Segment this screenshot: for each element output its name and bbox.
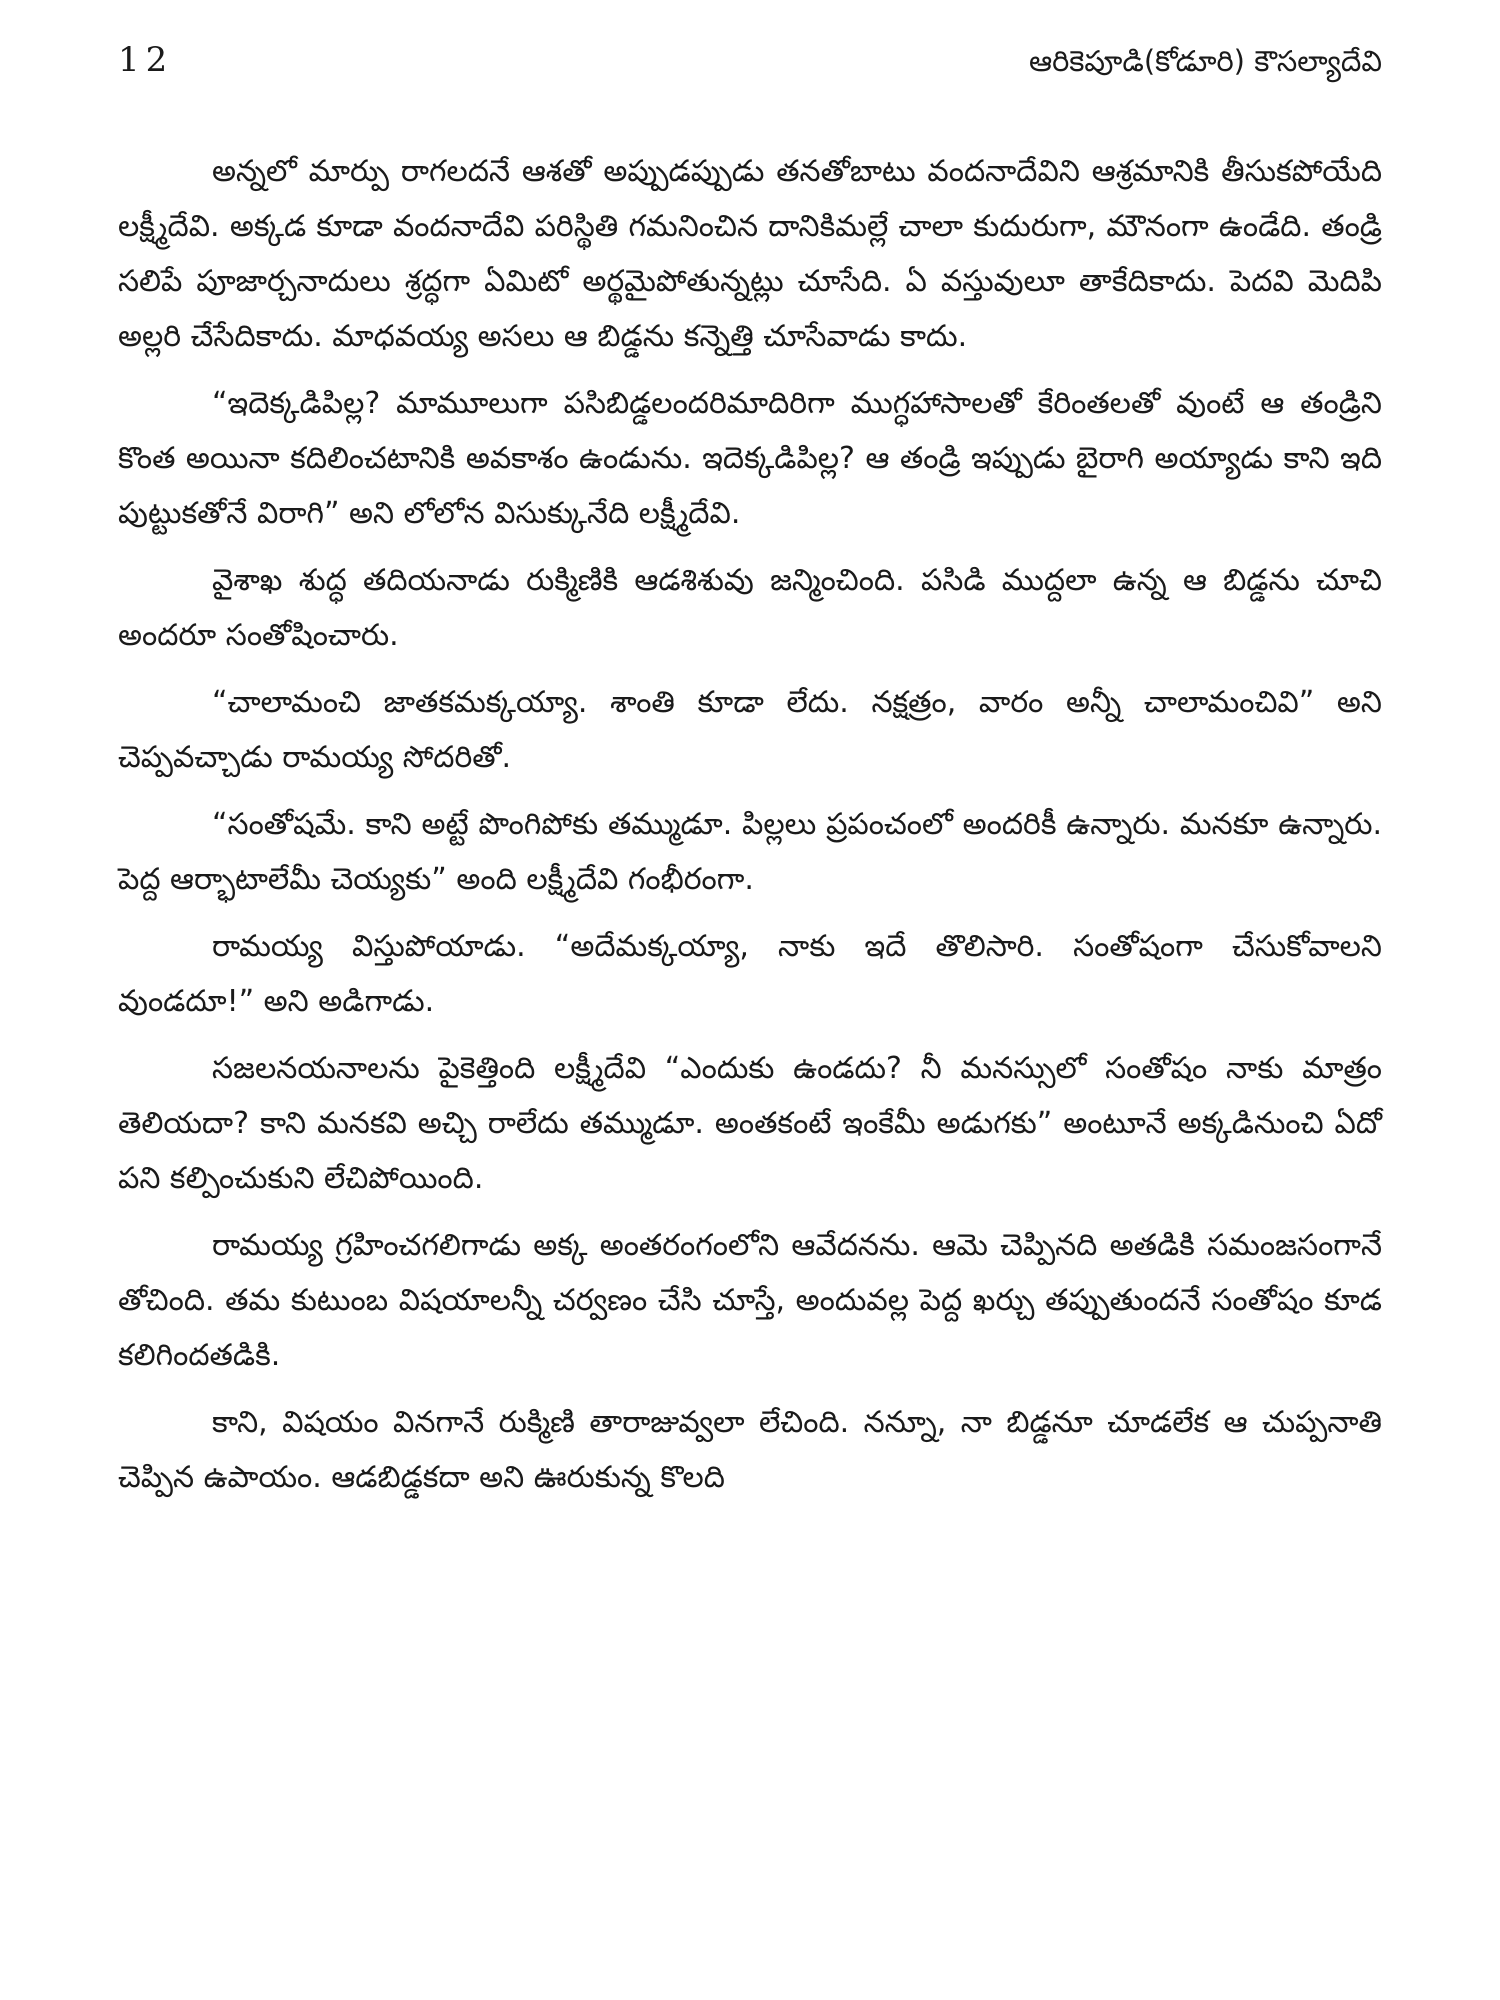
paragraph-4: “చాలామంచి జాతకమక్కయ్యా. శాంతి కూడా లేదు. నక్షత్రం, వారం అన్నీ చాలామంచివి” అని చెప్పవచ్చాడు రామయ్య సోదరితో. (118, 685, 1382, 775)
page-number: 12 (118, 40, 174, 80)
paragraph-1: అన్నలో మార్పు రాగలదనే ఆశతో అప్పుడప్పుడు తనతోబాటు వందనాదేవిని ఆశ్రమానికి తీసుకపోయేది లక్ష్మీదేవి. అక్కడ కూడా వందనాదేవి పరిస్థితి గమనించిన దానికిమల్లే చాలా కుదురుగా, మౌనంగా ఉండేది. తండ్రి సలిపే పూజార్చనాదులు శ్రద్ధగా ఏమిటో అర్థమైపోతున్నట్లు చూసేది. ఏ వస్తువులూ తాకేదికాదు. పెదవి మెదిపి అల్లరి చేసేదికాదు. మాధవయ్య అసలు ఆ బిడ్డను కన్నెత్తి చూసేవాడు కాదు. (118, 154, 1382, 354)
paragraph-8: రామయ్య గ్రహించగలిగాడు అక్క అంతరంగంలోని ఆవేదనను. ఆమె చెప్పినది అతడికి సమంజసంగానే తోచింది. తమ కుటుంబ విషయాలన్నీ చర్వణం చేసి చూస్తే, అందువల్ల పెద్ద ఖర్చు తప్పుతుందనే సంతోషం కూడ కలిగిందతడికి. (118, 1228, 1382, 1373)
running-head (118, 40, 1382, 100)
paragraph-3: వైశాఖ శుద్ధ తదియనాడు రుక్మిణికి ఆడశిశువు జన్మించింది. పసిడి ముద్దలా ఉన్న ఆ బిడ్డను చూచి అందరూ సంతోషించారు. (118, 563, 1382, 653)
paragraph-2: “ఇదెక్కడిపిల్ల? మామూలుగా పసిబిడ్డలందరిమాదిరిగా ముగ్ధహాసాలతో కేరింతలతో వుంటే ఆ తండ్రిని కొంత అయినా కదిలించటానికి అవకాశం ఉండును. ఇదెక్కడిపిల్ల? ఆ తండ్రి ఇప్పుడు బైరాగి అయ్యాడు కాని ఇది పుట్టుకతోనే విరాగి” అని లోలోన విసుక్కునేది లక్ష్మీదేవి. (118, 386, 1382, 531)
running-title: ఆరికెపూడి(కోడూరి) కౌసల్యాదేవి (1028, 44, 1382, 78)
body-text (118, 144, 1382, 1505)
paragraph-6: రామయ్య విస్తుపోయాడు. “అదేమక్కయ్యా, నాకు ఇదే తొలిసారి. సంతోషంగా చేసుకోవాలని వుండదూ!” అని అడిగాడు. (118, 929, 1382, 1019)
paragraph-7: సజలనయనాలను పైకెత్తింది లక్ష్మీదేవి “ఎందుకు ఉండదు? నీ మనస్సులో సంతోషం నాకు మాత్రం తెలియదా? కాని మనకవి అచ్చి రాలేదు తమ్ముడూ. అంతకంటే ఇంకేమీ అడుగకు” అంటూనే అక్కడినుంచి ఏదో పని కల్పించుకుని లేచిపోయింది. (118, 1051, 1382, 1196)
paragraph-9: కాని, విషయం వినగానే రుక్మిణి తారాజువ్వలా లేచింది. నన్నూ, నా బిడ్డనూ చూడలేక ఆ చుప్పనాతి చెప్పిన ఉపాయం. ఆడబిడ్డకదా అని ఊరుకున్న కొలది (118, 1405, 1382, 1495)
paragraph-5: “సంతోషమే. కాని అట్టే పొంగిపోకు తమ్ముడూ. పిల్లలు ప్రపంచంలో అందరికీ ఉన్నారు. మనకూ ఉన్నారు. పెద్ద ఆర్భాటాలేమీ చెయ్యకు” అంది లక్ష్మీదేవి గంభీరంగా. (118, 807, 1382, 897)
